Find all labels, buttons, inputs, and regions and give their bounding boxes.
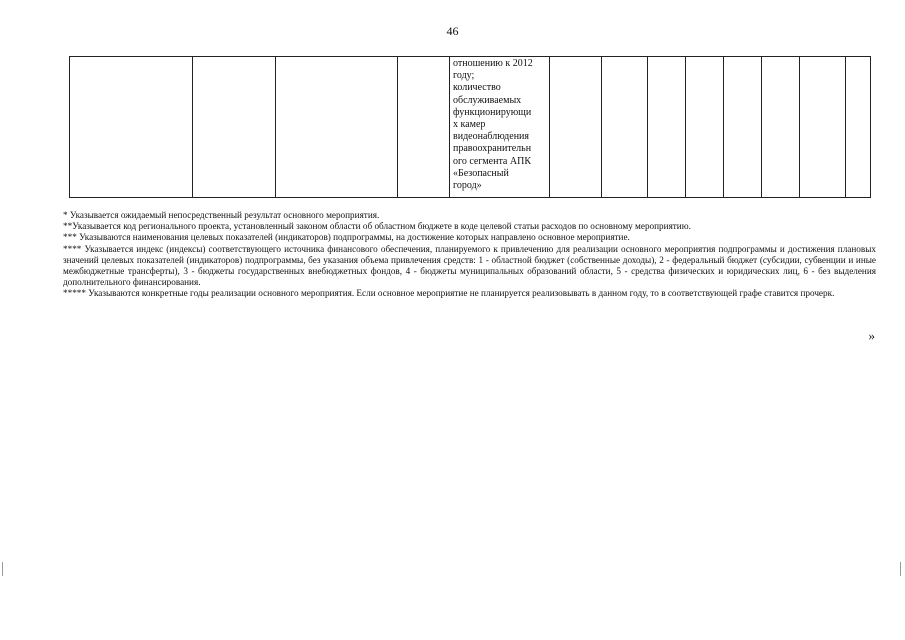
footnote-target-indicators: *** Указываются наименования целевых показателей (индикаторов) подпрограммы, на достижение которых направлено основное мероприятие.	[63, 232, 630, 243]
closing-quote: »	[868, 328, 875, 343]
table-cell	[602, 57, 648, 198]
continuation-table	[69, 56, 871, 198]
table-cell	[398, 57, 450, 198]
footnote-expected-result: * Указывается ожидаемый непосредственный результат основного мероприятия.	[63, 210, 380, 220]
footnotes	[63, 210, 876, 300]
indicator-line: х камер	[453, 119, 486, 131]
indicator-line: отношению к 2012	[453, 58, 533, 69]
page-number: 46	[446, 24, 459, 38]
footnote-regional-project-code: **Указывается код регионального проекта, установленный законом области об областном бюджете в коде целевой статьи расходов по основному мероприятию.	[63, 221, 691, 232]
table-cell	[846, 57, 871, 198]
table-cell	[762, 57, 800, 198]
table-cell	[686, 57, 724, 198]
table-cell	[724, 57, 762, 198]
indicator-cell	[450, 57, 550, 198]
footnote-funding-source-index: **** Указывается индекс (индексы) соответствующего источника финансового обеспечения, планируемого к привлечению для реализации основного мероприятия подпрограммы и достижения плановых значений целевых показателей (индикаторов) подпрограммы, без указания объема привлечения средств: 1 - областной бюджет (собственные доходы), 2 - федеральный бюджет (субсидии, субвенции и иные межбюджетные трансферты), 3 - бюджеты государственных внебюджетных фондов, 4 - бюджеты муниципальных образований области, 5 - средства физических и юридических лиц, 6 - без выделения дополнительного финансирования.	[63, 243, 876, 288]
table-cell	[550, 57, 602, 198]
scan-edge-mark-right	[900, 562, 901, 576]
table-cell	[70, 57, 193, 198]
indicator-line: «Безопасный	[453, 167, 509, 179]
indicator-line: количество	[453, 82, 501, 94]
indicator-line: году;	[453, 70, 475, 82]
indicator-line: функционирующи	[453, 106, 532, 118]
indicator-line: видеонаблюдения	[453, 131, 530, 143]
table-cell	[648, 57, 686, 198]
table-cell	[276, 57, 398, 198]
footnote-implementation-years: ***** Указываются конкретные годы реализации основного мероприятия. Если основное мероприятие не планируется реализовывать в данном году, то в соответствующей графе ставится прочерк.	[63, 288, 835, 299]
indicator-line: правоохранительн	[453, 143, 532, 155]
table-cell	[193, 57, 276, 198]
table-cell	[800, 57, 846, 198]
indicator-line: обслуживаемых	[453, 94, 522, 106]
indicator-line: город»	[453, 180, 482, 192]
table-row	[70, 57, 871, 198]
scan-edge-mark-left	[2, 562, 3, 576]
indicator-line: ого сегмента АПК	[453, 155, 531, 167]
